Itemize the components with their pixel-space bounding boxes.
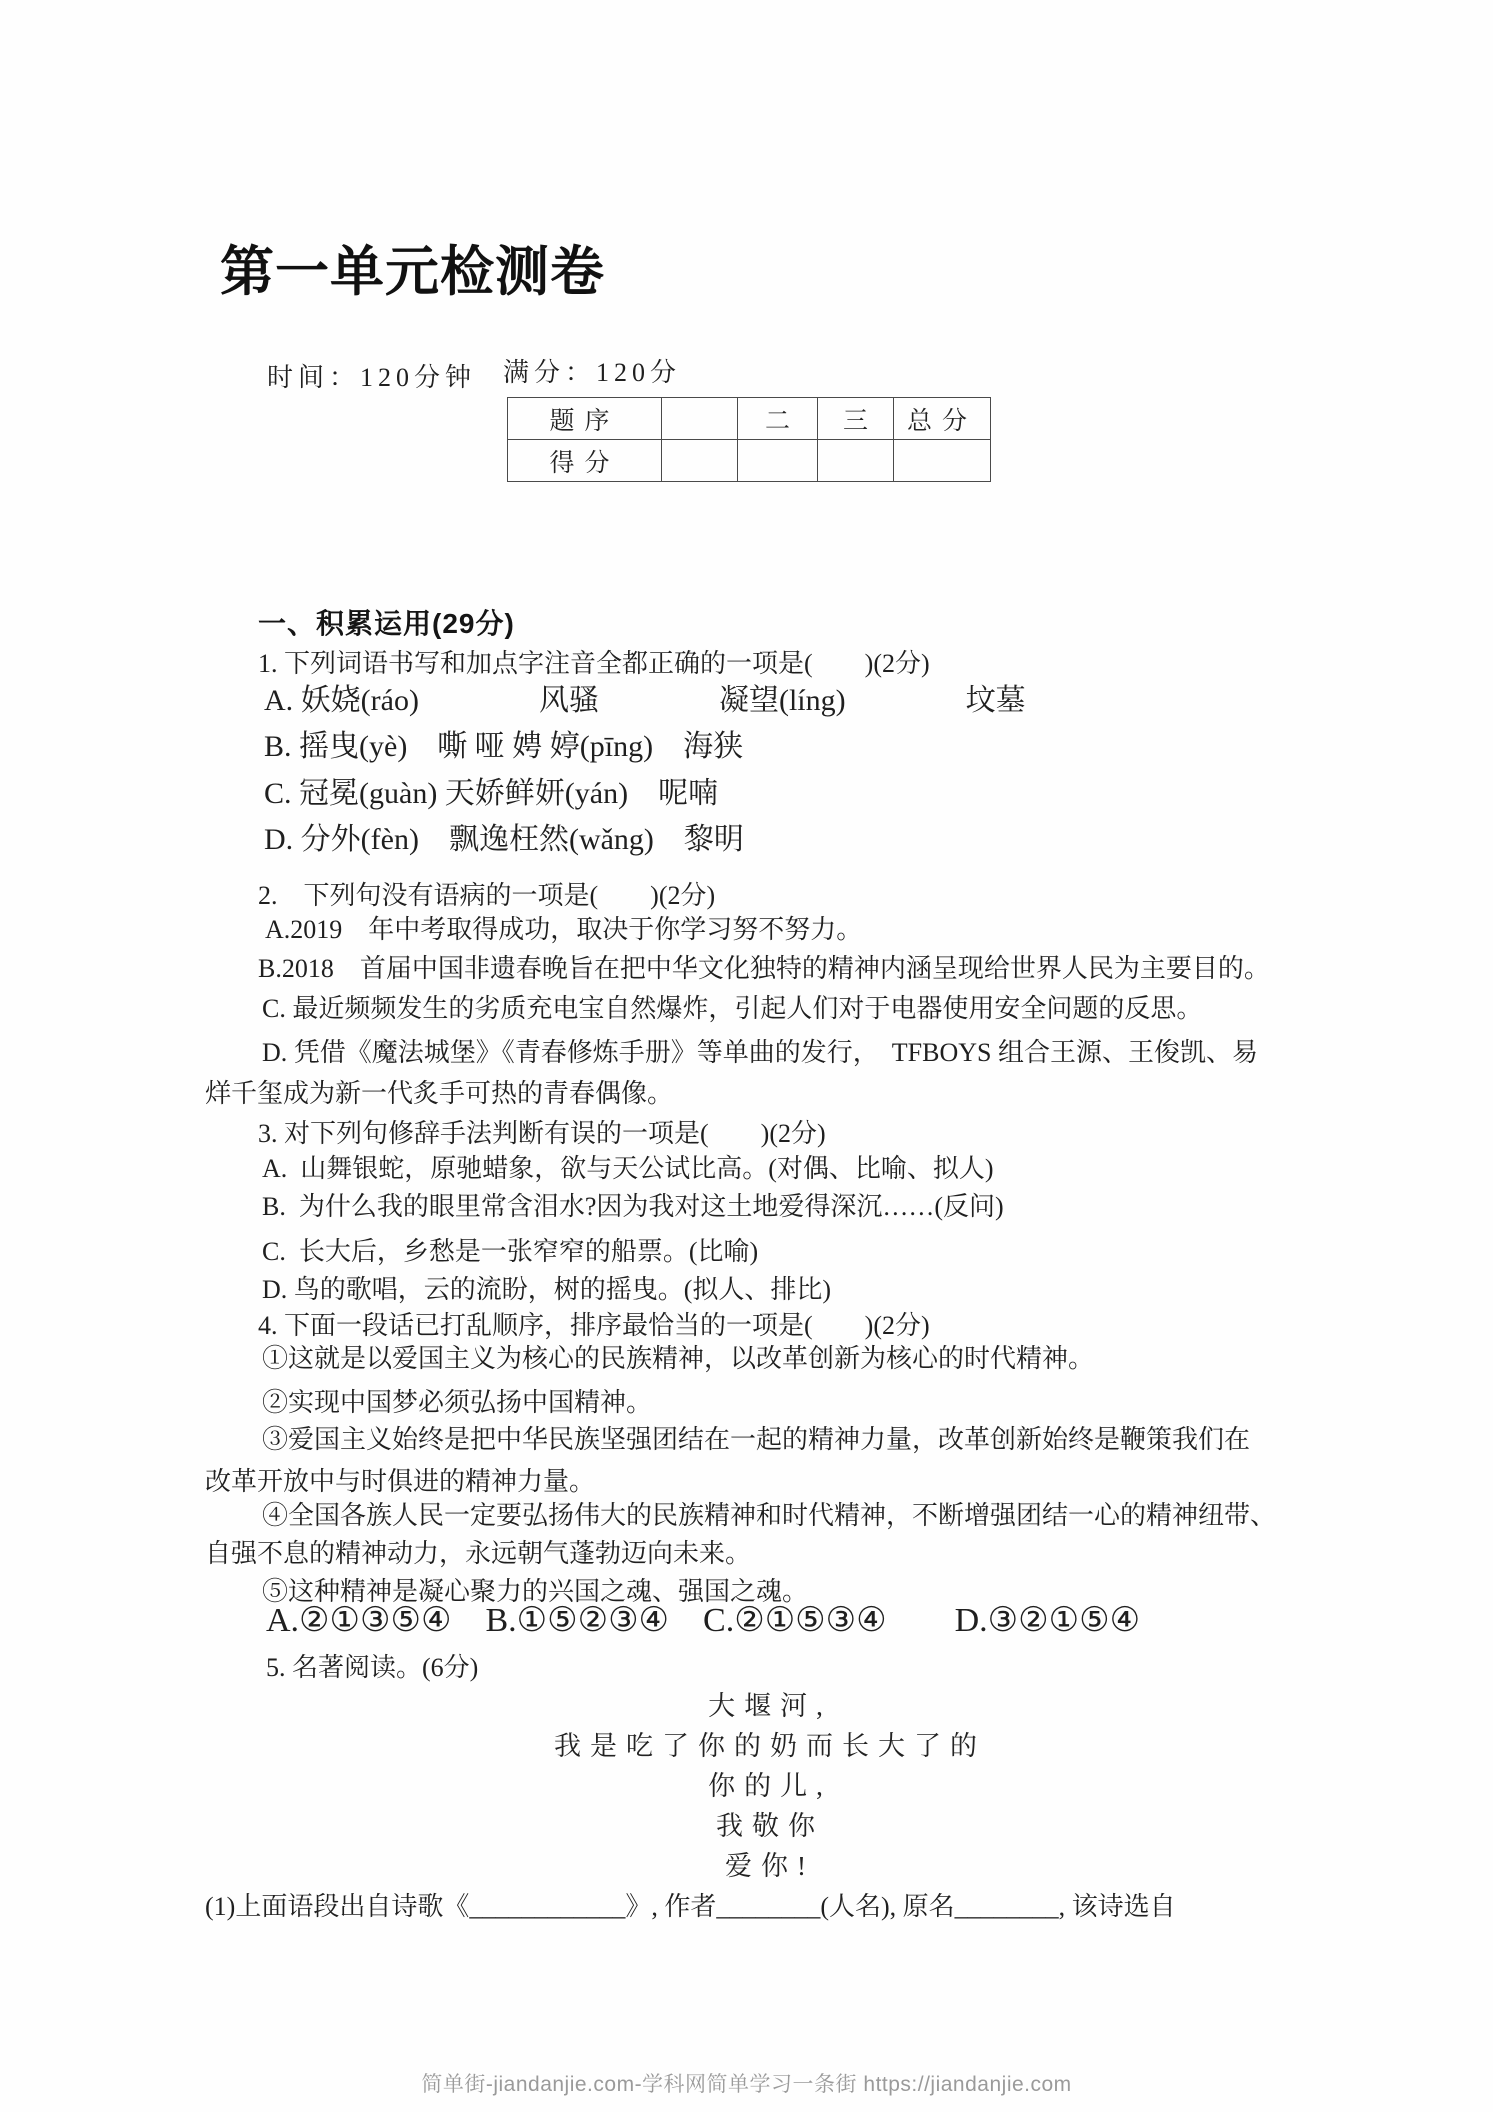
q4-sentence-4-continued: 自强不息的精神动力，永远朝气蓬勃迈向未来。 xyxy=(205,1539,752,1568)
q3-stem: 3. 对下列句修辞手法判断有误的一项是( )(2分) xyxy=(258,1119,826,1148)
q3-option-d: D. 鸟的歌唱，云的流盼，树的摇曳。(拟人、排比) xyxy=(262,1275,832,1304)
q4-sentence-1: ①这就是以爱国主义为核心的民族精神，以改革创新为核心的时代精神。 xyxy=(262,1344,1095,1373)
poem-line-5: 爱你! xyxy=(725,1851,815,1881)
q4-sentence-4: ④全国各族人民一定要弘扬伟大的民族精神和时代精神，不断增强团结一心的精神纽带、 xyxy=(262,1501,1277,1530)
q1-option-b: B. 摇曳(yè) 嘶 哑 娉 婷(pīng) 海狭 xyxy=(264,730,744,763)
q1-option-d: D. 分外(fèn) 飘逸枉然(wǎng) 黎明 xyxy=(264,823,744,856)
score-cell-1 xyxy=(662,440,738,482)
q2-option-c: C. 最近频频发生的劣质充电宝自然爆炸，引起人们对于电器使用安全问题的反思。 xyxy=(262,994,1203,1023)
table-header-cell-two: 二 xyxy=(738,398,818,440)
footer-watermark: 简单街-jiandanjie.com-学科网简单学习一条街 https://jiandanjie.com xyxy=(421,2073,1072,2096)
q4-answer-options: A.②①③⑤④ B.①⑤②③④ C.②①⑤③④ D.③②①⑤④ xyxy=(266,1602,1141,1639)
full-score-label: 满分：120分 xyxy=(503,358,682,387)
poem-line-3: 你的儿, xyxy=(708,1771,832,1801)
score-cell-2 xyxy=(738,440,818,482)
poem-line-1: 大堰河, xyxy=(708,1691,832,1721)
q5-stem: 5. 名著阅读。(6分) xyxy=(266,1653,479,1682)
score-table-header-row xyxy=(508,398,991,440)
paper-title: 第一单元检测卷 xyxy=(220,242,605,302)
q5-subquestion-1: (1)上面语段出自诗歌《____________》, 作者________(人名), 原名________, 该诗选自 xyxy=(205,1892,1176,1921)
q1-option-a: A. 妖娆(ráo) 风骚 凝望(líng) 坟墓 xyxy=(264,684,1026,717)
score-cell-label: 得分 xyxy=(508,440,662,482)
q4-sentence-3: ③爱国主义始终是把中华民族坚强团结在一起的精神力量，改革创新始终是鞭策我们在 xyxy=(262,1425,1251,1454)
q3-option-a: A. 山舞银蛇，原驰蜡象，欲与天公试比高。(对偶、比喻、拟人) xyxy=(262,1154,994,1183)
poem-excerpt xyxy=(270,1686,1270,1886)
time-limit-label: 时间：120分钟 xyxy=(267,363,477,392)
table-header-cell-total: 总分 xyxy=(894,398,991,440)
poem-line-4: 我敬你 xyxy=(716,1811,824,1841)
q2-option-a: A.2019 年中考取得成功，取决于你学习努不努力。 xyxy=(265,915,863,944)
q1-stem: 1. 下列词语书写和加点字注音全都正确的一项是( )(2分) xyxy=(258,649,930,678)
q4-stem: 4. 下面一段话已打乱顺序，排序最恰当的一项是( )(2分) xyxy=(258,1311,930,1340)
poem-line-2: 我是吃了你的奶而长大了的 xyxy=(554,1731,986,1761)
q1-option-c: C. 冠冕(guàn) 天娇鲜妍(yán) 呢喃 xyxy=(264,777,719,810)
q4-sentence-2: ②实现中国梦必须弘扬中国精神。 xyxy=(262,1388,653,1417)
score-cell-total xyxy=(894,440,991,482)
q4-sentence-3-continued: 改革开放中与时俱进的精神力量。 xyxy=(205,1467,596,1496)
score-table-score-row xyxy=(508,440,991,482)
table-header-cell-question-order: 题序 xyxy=(508,398,662,440)
q2-option-d-continued: 烊千玺成为新一代炙手可热的青春偶像。 xyxy=(205,1079,674,1108)
q2-stem: 2. 下列句没有语病的一项是( )(2分) xyxy=(258,881,716,910)
q2-option-b: B.2018 首届中国非遗春晚旨在把中华文化独特的精神内涵呈现给世界人民为主要目的。 xyxy=(258,954,1270,983)
q4-sentence-5: ⑤这种精神是凝心聚力的兴国之魂、强国之魂。 xyxy=(262,1577,809,1606)
q3-option-c: C. 长大后，乡愁是一张窄窄的船票。(比喻) xyxy=(262,1237,759,1266)
table-header-cell-three: 三 xyxy=(818,398,894,440)
score-table xyxy=(507,397,991,482)
q2-option-d: D. 凭借《魔法城堡》《青春修炼手册》等单曲的发行， TFBOYS 组合王源、王俊凯、易 xyxy=(262,1038,1258,1067)
score-cell-3 xyxy=(818,440,894,482)
section-one-heading: 一、积累运用(29分) xyxy=(258,608,515,639)
q3-option-b: B. 为什么我的眼里常含泪水?因为我对这土地爱得深沉……(反问) xyxy=(262,1192,1004,1221)
table-header-cell-one xyxy=(662,398,738,440)
